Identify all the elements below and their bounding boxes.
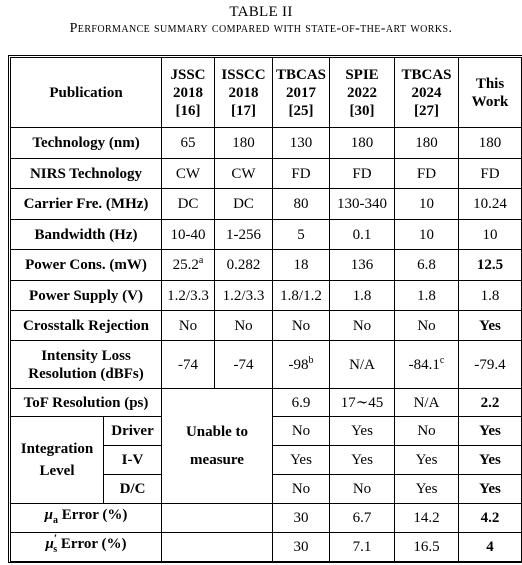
mu-symbol: μ xyxy=(44,507,53,523)
footnote-mark: c xyxy=(439,354,445,366)
cell: 10.24 xyxy=(459,189,522,220)
table-row xyxy=(11,311,522,341)
cell: 130 xyxy=(273,128,330,159)
cell: 1.2/3.3 xyxy=(162,281,215,311)
cell: 65 xyxy=(162,128,215,159)
header-publication: Publication xyxy=(11,58,162,128)
unable-to-measure-cell xyxy=(162,389,273,504)
table-row xyxy=(11,189,522,220)
cell: -74 xyxy=(162,341,215,389)
row-label: Bandwidth (Hz) xyxy=(11,220,162,250)
row-label-text: Error (%) xyxy=(57,536,127,552)
row-label: Power Cons. (mW) xyxy=(11,250,162,281)
cell: 1.8 xyxy=(330,281,395,311)
table-row xyxy=(11,220,522,250)
empty-cell xyxy=(162,533,273,562)
cell: FD xyxy=(330,159,395,189)
cell-value: -84.1 xyxy=(408,356,440,373)
cell: 180 xyxy=(215,128,273,159)
header-text: Work xyxy=(471,93,509,110)
header-text: 2018 xyxy=(173,84,203,101)
cell: No xyxy=(273,417,330,446)
table-row xyxy=(11,250,522,281)
cell: 6.9 xyxy=(273,389,330,417)
header-text: 2022 xyxy=(347,84,377,101)
cell: N/A xyxy=(330,341,395,389)
header-text: 2018 xyxy=(228,84,259,101)
empty-cell xyxy=(162,504,273,533)
cell: 136 xyxy=(330,250,395,281)
header-text: [30] xyxy=(349,102,375,119)
header-text: TBCAS xyxy=(401,66,452,83)
cell: FD xyxy=(459,159,522,189)
cell: 6.7 xyxy=(330,504,395,533)
sublabel-driver: Driver xyxy=(104,417,161,446)
integration-level-label xyxy=(11,417,104,503)
cell xyxy=(395,341,459,389)
header-text: 2024 xyxy=(411,84,442,101)
cell: 1.8/1.2 xyxy=(273,281,330,311)
cell-value: 25.2 xyxy=(172,257,199,273)
cell: Yes xyxy=(459,417,522,446)
table-row xyxy=(11,533,522,562)
table-caption: Performance summary compared with state-of-the-art works. xyxy=(69,21,453,36)
cell: No xyxy=(330,311,395,341)
cell: -74 xyxy=(215,341,273,389)
row-label xyxy=(11,504,162,533)
header-col-6 xyxy=(459,58,522,128)
table-row xyxy=(11,504,522,533)
cell: 6.8 xyxy=(395,250,459,281)
cell: DC xyxy=(162,189,215,220)
mu-subscript: a xyxy=(52,515,58,526)
cell: Yes xyxy=(395,446,459,475)
row-label-line: Intensity Loss xyxy=(41,347,131,364)
cell: Yes xyxy=(330,446,395,475)
table-title: TABLE II xyxy=(229,4,293,20)
cell xyxy=(273,341,330,389)
cell: N/A xyxy=(395,389,459,417)
cell: 10-40 xyxy=(162,220,215,250)
cell: Yes xyxy=(459,446,522,475)
header-text: [16] xyxy=(175,102,201,119)
row-label-line: Resolution (dBFs) xyxy=(28,365,144,382)
header-col-4 xyxy=(330,58,395,128)
header-text: [25] xyxy=(288,102,314,119)
cell: 1.8 xyxy=(459,281,522,311)
cell: FD xyxy=(395,159,459,189)
cell: 17∼45 xyxy=(330,389,395,417)
header-text: [17] xyxy=(231,102,256,119)
cell: Yes xyxy=(330,417,395,446)
cell: No xyxy=(395,311,459,341)
cell: No xyxy=(273,311,330,341)
cell: Yes xyxy=(459,311,522,341)
cell: Yes xyxy=(459,475,522,504)
cell: -79.4 xyxy=(459,341,522,389)
table-row xyxy=(11,159,522,189)
cell: CW xyxy=(162,159,215,189)
header-text: [27] xyxy=(414,102,439,119)
cell: 14.2 xyxy=(395,504,459,533)
mu-symbol: μ xyxy=(45,536,54,552)
cell: 10 xyxy=(395,189,459,220)
sublabel-iv: I-V xyxy=(104,446,161,475)
mu-prime: ′ xyxy=(53,531,58,545)
cell: CW xyxy=(215,159,273,189)
cell: No xyxy=(215,311,273,341)
cell: 1-256 xyxy=(215,220,273,250)
cell: 180 xyxy=(395,128,459,159)
cell: 30 xyxy=(273,504,330,533)
header-col-2 xyxy=(215,58,273,128)
cell: 18 xyxy=(273,250,330,281)
row-label: Crosstalk Rejection xyxy=(11,311,162,341)
cell: 16.5 xyxy=(395,533,459,562)
label-line: Integration xyxy=(20,441,94,457)
table-row xyxy=(11,281,522,311)
row-label: Power Supply (V) xyxy=(11,281,162,311)
label-line: Level xyxy=(39,463,75,479)
cell: 1.2/3.3 xyxy=(215,281,273,311)
row-label xyxy=(11,533,162,562)
cell xyxy=(162,250,215,281)
cell: No xyxy=(273,475,330,504)
cell: 4.2 xyxy=(459,504,522,533)
cell: 10 xyxy=(459,220,522,250)
cell: 30 xyxy=(273,533,330,562)
cell: FD xyxy=(273,159,330,189)
cell: 5 xyxy=(273,220,330,250)
row-label: ToF Resolution (ps) xyxy=(11,389,162,417)
header-col-1 xyxy=(162,58,215,128)
cell: 10 xyxy=(395,220,459,250)
header-text: JSSC xyxy=(170,66,206,83)
cell: Yes xyxy=(395,475,459,504)
cell: 180 xyxy=(459,128,522,159)
mu-subscript: s xyxy=(53,544,58,555)
header-text: This xyxy=(475,75,505,92)
table-row xyxy=(11,389,522,417)
performance-table xyxy=(10,57,522,562)
row-label: NIRS Technology xyxy=(11,159,162,189)
row-label: Carrier Fre. (MHz) xyxy=(11,189,162,220)
cell: 2.2 xyxy=(459,389,522,417)
integration-cell xyxy=(11,417,162,504)
footnote-mark: b xyxy=(308,354,314,366)
cell: 0.1 xyxy=(330,220,395,250)
cell: 1.8 xyxy=(395,281,459,311)
cell: 7.1 xyxy=(330,533,395,562)
header-text: ISSCC xyxy=(221,66,266,83)
cell: 80 xyxy=(273,189,330,220)
sublabel-dc: D/C xyxy=(119,481,146,497)
header-text: 2017 xyxy=(286,84,316,101)
header-text: TBCAS xyxy=(275,66,327,83)
row-label: Technology (nm) xyxy=(11,128,162,159)
header-col-3 xyxy=(273,58,330,128)
unable-line: Unable to xyxy=(185,424,249,440)
header-row xyxy=(11,58,522,128)
cell-value: -98 xyxy=(288,356,309,373)
unable-line: measure xyxy=(190,452,244,468)
cell: Yes xyxy=(273,446,330,475)
cell: DC xyxy=(215,189,273,220)
header-col-5 xyxy=(395,58,459,128)
header-text: SPIE xyxy=(345,66,379,83)
footnote-mark: a xyxy=(198,255,204,266)
table-row xyxy=(11,128,522,159)
cell: No xyxy=(395,417,459,446)
cell: 4 xyxy=(459,533,522,562)
cell: 180 xyxy=(330,128,395,159)
cell: No xyxy=(330,475,395,504)
cell: 0.282 xyxy=(215,250,273,281)
cell: No xyxy=(162,311,215,341)
cell: 12.5 xyxy=(459,250,522,281)
row-label xyxy=(11,341,162,389)
cell: 130-340 xyxy=(330,189,395,220)
table-row xyxy=(11,341,522,389)
row-label-text: Error (%) xyxy=(57,507,128,523)
